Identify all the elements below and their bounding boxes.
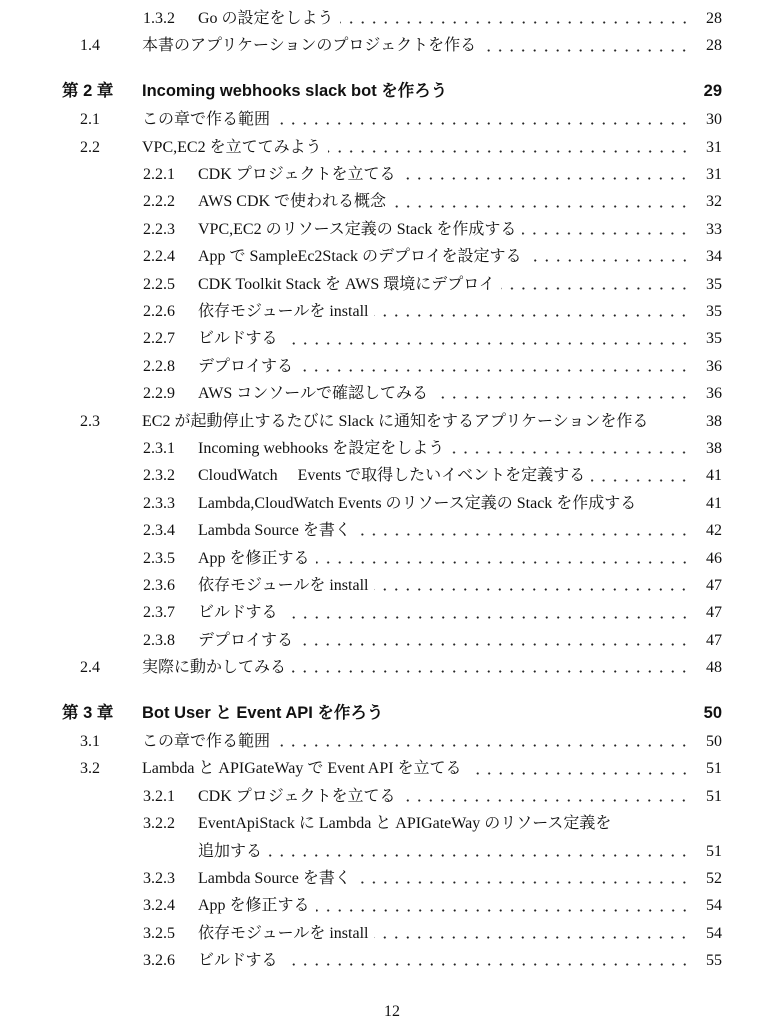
dot-leader	[276, 106, 694, 133]
entry-page: 33	[706, 220, 722, 238]
entry-body	[198, 5, 722, 32]
entry-page: 34	[706, 248, 722, 266]
entry-title: 本書のアプリケーションのプロジェクトを作る	[142, 37, 477, 55]
entry-number: 2.2.9	[143, 385, 175, 403]
toc-entry[interactable]	[0, 298, 784, 325]
entry-title: Bot User と Event API を作ろう	[142, 703, 384, 722]
entry-title: ビルドする	[198, 330, 278, 348]
entry-body	[142, 700, 722, 727]
entry-number: 1.3.2	[143, 10, 175, 27]
toc-entry[interactable]	[0, 783, 784, 810]
entry-number: 2.3.5	[143, 549, 175, 567]
dot-leader	[528, 243, 695, 270]
toc-entry[interactable]	[0, 728, 784, 755]
toc-entry[interactable]	[0, 32, 784, 59]
entry-number: 1.4	[80, 37, 100, 55]
entry-page: 55	[706, 952, 722, 970]
entry-body	[142, 654, 722, 681]
entry-number: 2.2.1	[143, 166, 175, 184]
entry-number: 2.2.8	[143, 357, 175, 375]
entry-title: 追加する	[198, 842, 263, 860]
entry-title: CDK Toolkit Stack を AWS 環境にデプロイ	[198, 275, 495, 293]
entry-page: 46	[706, 549, 722, 567]
toc-entry[interactable]	[0, 271, 784, 298]
dot-leader	[316, 893, 694, 920]
entry-title: Go の設定をしよう	[198, 10, 334, 27]
entry-title: VPC,EC2 のリソース定義の Stack を作成する	[198, 220, 517, 238]
entry-page: 42	[706, 522, 722, 540]
dot-leader	[450, 435, 694, 462]
entry-page: 31	[706, 138, 722, 156]
entry-number: 2.2.7	[143, 330, 175, 348]
entry-title: Incoming webhooks slack bot を作ろう	[142, 82, 448, 101]
dot-leader	[522, 216, 694, 243]
entry-body	[198, 783, 722, 810]
entry-title: 依存モジュールを install	[198, 576, 369, 594]
entry-page: 36	[706, 357, 722, 375]
entry-page: 35	[706, 275, 722, 293]
entry-title: App を修正する	[198, 549, 310, 567]
entry-body	[198, 545, 722, 572]
entry-title: VPC,EC2 を立ててみよう	[142, 138, 322, 156]
toc-entry[interactable]	[0, 134, 784, 161]
dot-leader	[268, 838, 694, 865]
entry-body	[198, 216, 722, 243]
entry-number: 2.2.3	[143, 220, 175, 238]
toc-entry[interactable]	[0, 380, 784, 407]
entry-page: 35	[706, 330, 722, 348]
entry-title: EventApiStack に Lambda と APIGateWay のリソース定義を	[198, 815, 612, 833]
entry-number: 3.2.5	[143, 924, 175, 942]
entry-title: App を修正する	[198, 897, 310, 915]
entry-page: 51	[706, 787, 722, 805]
entry-body	[198, 435, 722, 462]
entry-number: 3.2.6	[143, 952, 175, 970]
toc-entry[interactable]	[0, 627, 784, 654]
entry-body	[198, 243, 722, 270]
toc-entry[interactable]	[0, 755, 784, 782]
entry-page: 51	[706, 760, 722, 778]
entry-body	[198, 490, 722, 517]
entry-title: 依存モジュールを install	[198, 303, 369, 321]
entry-page: 54	[706, 897, 722, 915]
toc-entry[interactable]	[0, 920, 784, 947]
entry-number: 3.2.3	[143, 869, 175, 887]
entry-page: 41	[706, 494, 722, 512]
entry-page: 31	[706, 166, 722, 184]
entry-body	[198, 865, 722, 892]
dot-leader	[284, 600, 694, 627]
entry-number: 2.2.4	[143, 248, 175, 266]
entry-page: 47	[706, 631, 722, 649]
toc-entry[interactable]	[0, 545, 784, 572]
dot-leader	[299, 627, 694, 654]
entry-body	[198, 161, 722, 188]
entry-body	[198, 325, 722, 352]
entry-body	[198, 920, 722, 947]
dot-leader	[434, 380, 694, 407]
entry-title: AWS CDK で使われる概念	[198, 193, 387, 211]
entry-number: 2.3.8	[143, 631, 175, 649]
entry-page: 36	[706, 385, 722, 403]
entry-number: 2.3	[80, 412, 100, 430]
dot-leader	[374, 298, 694, 325]
entry-title: 依存モジュールを install	[198, 924, 369, 942]
entry-page: 50	[703, 703, 722, 722]
entry-number: 2.2	[80, 138, 100, 156]
entry-body	[198, 572, 722, 599]
entry-page: 28	[706, 10, 722, 27]
toc-entry[interactable]	[0, 838, 784, 865]
entry-number: 2.3.7	[143, 604, 175, 622]
entry-title: Incoming webhooks を設定をしよう	[198, 439, 445, 457]
toc-entry[interactable]	[0, 599, 784, 626]
toc-chapter-entry[interactable]	[0, 78, 784, 106]
toc-entry[interactable]	[0, 810, 784, 837]
entry-body	[198, 627, 722, 654]
toc-entry[interactable]	[0, 517, 784, 544]
entry-body	[198, 462, 722, 489]
entry-title: デプロイする	[198, 357, 294, 375]
entry-title: 実際に動かしてみる	[142, 659, 287, 677]
entry-page: 38	[706, 412, 722, 430]
entry-number: 2.2.6	[143, 303, 175, 321]
dot-leader	[299, 353, 694, 380]
entry-body	[198, 892, 722, 919]
entry-number: 第 3 章	[62, 703, 114, 722]
entry-body	[198, 298, 722, 325]
dot-leader	[284, 326, 694, 353]
entry-body	[142, 106, 722, 133]
toc-entry[interactable]	[0, 106, 784, 133]
entry-number: 3.2.4	[143, 897, 175, 915]
toc-entry[interactable]	[0, 654, 784, 681]
dot-leader	[284, 947, 694, 974]
entry-body	[142, 32, 722, 59]
dot-leader	[357, 865, 694, 892]
entry-title: デプロイする	[198, 631, 294, 649]
toc-entry[interactable]	[0, 435, 784, 462]
toc-entry[interactable]	[0, 462, 784, 489]
entry-page: 41	[706, 467, 722, 485]
entry-title: Lambda Source を書く	[198, 869, 351, 887]
dot-leader	[374, 572, 694, 599]
toc-entry[interactable]	[0, 325, 784, 352]
entry-body	[142, 408, 722, 435]
toc-entry[interactable]	[0, 216, 784, 243]
entry-page: 35	[706, 303, 722, 321]
toc-entry[interactable]	[0, 490, 784, 517]
entry-page: 48	[706, 659, 722, 677]
toc-chapter-entry[interactable]	[0, 700, 784, 728]
dot-leader	[401, 161, 694, 188]
entry-number: 2.3.4	[143, 522, 175, 540]
entry-page: 29	[703, 82, 722, 101]
dot-leader	[591, 463, 694, 490]
entry-page: 30	[706, 111, 722, 129]
entry-title: CloudWatch Events で取得したいイベントを定義する	[198, 467, 586, 485]
dot-leader	[501, 271, 694, 298]
entry-body	[198, 353, 722, 380]
toc-entry[interactable]	[0, 408, 784, 435]
dot-leader	[374, 920, 694, 947]
entry-number: 2.3.3	[143, 494, 175, 512]
dot-leader	[468, 756, 694, 783]
entry-body	[198, 599, 722, 626]
entry-number: 3.2.1	[143, 787, 175, 805]
entry-page: 28	[706, 37, 722, 55]
dot-leader	[401, 783, 694, 810]
dot-leader	[292, 654, 694, 681]
entry-body	[198, 380, 722, 407]
entry-title: ビルドする	[198, 604, 278, 622]
toc-entry[interactable]	[0, 188, 784, 215]
entry-body	[198, 947, 722, 974]
dot-leader	[276, 728, 694, 755]
entry-page: 32	[706, 193, 722, 211]
entry-number: 2.2.5	[143, 275, 175, 293]
entry-title: この章で作る範囲	[142, 111, 271, 129]
page-number: 12	[384, 1003, 400, 1020]
dot-leader	[316, 545, 694, 572]
entry-page: 51	[706, 842, 722, 860]
toc-entry[interactable]	[0, 243, 784, 270]
entry-body	[198, 271, 722, 298]
entry-body	[142, 728, 722, 755]
entry-page: 50	[706, 732, 722, 750]
entry-title: CDK プロジェクトを立てる	[198, 787, 396, 805]
entry-body	[142, 755, 722, 782]
toc-entry[interactable]	[0, 572, 784, 599]
entry-title: この章で作る範囲	[142, 732, 271, 750]
entry-page: 38	[706, 439, 722, 457]
entry-title: Lambda と APIGateWay で Event API を立てる	[142, 760, 462, 778]
entry-title: ビルドする	[198, 952, 278, 970]
entry-body	[198, 810, 722, 837]
entry-page: 52	[706, 869, 722, 887]
entry-page: 47	[706, 604, 722, 622]
entry-title: App で SampleEc2Stack のデプロイを設定する	[198, 248, 522, 266]
toc-entry[interactable]	[0, 947, 784, 974]
entry-number: 2.1	[80, 111, 100, 129]
entry-body	[198, 188, 722, 215]
entry-body	[142, 134, 722, 161]
toc-entry[interactable]	[0, 5, 784, 32]
entry-number: 2.3.1	[143, 439, 175, 457]
entry-number: 3.1	[80, 732, 100, 750]
toc-entry[interactable]	[0, 865, 784, 892]
toc-entry[interactable]	[0, 353, 784, 380]
entry-title: CDK プロジェクトを立てる	[198, 166, 396, 184]
entry-title: Lambda Source を書く	[198, 522, 351, 540]
toc-entry[interactable]	[0, 892, 784, 919]
entry-number: 2.2.2	[143, 193, 175, 211]
entry-page: 54	[706, 924, 722, 942]
entry-page: 47	[706, 576, 722, 594]
entry-title: Lambda,CloudWatch Events のリソース定義の Stack を作成する	[198, 494, 637, 512]
entry-number: 2.4	[80, 659, 100, 677]
entry-number: 3.2.2	[143, 815, 175, 833]
entry-number: 2.3.6	[143, 576, 175, 594]
dot-leader	[340, 5, 694, 32]
entry-number: 3.2	[80, 760, 100, 778]
entry-body	[198, 517, 722, 544]
entry-number: 第 2 章	[62, 82, 114, 101]
toc-entry[interactable]	[0, 161, 784, 188]
entry-title: EC2 が起動停止するたびに Slack に通知をするアプリケーションを作る	[142, 412, 649, 430]
entry-title: AWS コンソールで確認してみる	[198, 385, 428, 403]
dot-leader	[392, 189, 694, 216]
entry-number: 2.3.2	[143, 467, 175, 485]
dot-leader	[357, 517, 694, 544]
dot-leader	[482, 33, 694, 60]
dot-leader	[328, 134, 694, 161]
entry-body	[198, 838, 722, 865]
entry-body	[142, 78, 722, 105]
table-of-contents	[0, 5, 784, 975]
